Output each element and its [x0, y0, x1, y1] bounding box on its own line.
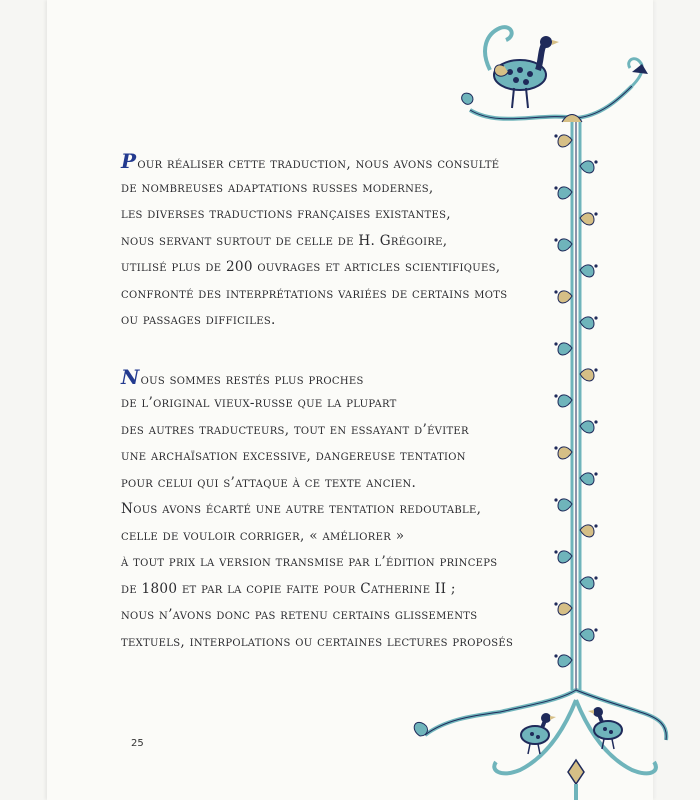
- right-small-bird-icon: [588, 707, 622, 749]
- text-line: celle de vouloir corriger, « améliorer »: [121, 527, 405, 544]
- vine-leaf: [558, 291, 572, 303]
- text-line: une archaïsation excessive, dangereuse tentation: [121, 448, 466, 464]
- vine-leaf: [580, 265, 594, 277]
- vertical-vine-ornament: [554, 118, 597, 690]
- text-line: Nous avons écarté une autre tentation redoutable,: [121, 501, 482, 517]
- vine-leaf: [580, 473, 594, 485]
- vine-leaf: [558, 603, 572, 615]
- vine-dot: [554, 134, 557, 137]
- bottom-branch-ornament: [414, 690, 666, 800]
- vine-leaf: [558, 655, 572, 667]
- vine-leaf: [558, 343, 572, 355]
- vine-dot: [554, 186, 557, 189]
- vine-leaf: [558, 447, 572, 459]
- vine-dot: [594, 576, 597, 579]
- text-line: nous n’avons donc pas retenu certains glissements: [121, 607, 478, 623]
- text-line: confronté des interprétations variées de certains mots: [121, 285, 508, 302]
- text-line: de l’original vieux-russe que la plupart: [121, 395, 397, 411]
- text-line: de nombreuses adaptations russes modernes,: [121, 179, 434, 196]
- vine-leaf: [580, 525, 594, 537]
- vine-leaf: [558, 395, 572, 407]
- text-line-rest: ous sommes restés plus proches: [140, 371, 364, 388]
- vine-leaf: [558, 551, 572, 563]
- vine-leaf: [558, 135, 572, 147]
- vine-dot: [594, 212, 597, 215]
- vine-leaf: [580, 577, 594, 589]
- vine-dot: [554, 342, 557, 345]
- text-line: ou passages difficiles.: [121, 312, 276, 328]
- vine-dot: [554, 238, 557, 241]
- vine-dot: [594, 472, 597, 475]
- vine-dot: [594, 160, 597, 163]
- text-line: nous servant surtout de celle de H. Grégoire,: [121, 232, 448, 249]
- vine-dot: [554, 550, 557, 553]
- vine-dot: [594, 264, 597, 267]
- text-line: pour celui qui s’attaque à ce texte ancien.: [121, 474, 417, 491]
- text-line: utilisé plus de 200 ouvrages et articles scientifiques,: [121, 259, 501, 275]
- vine-dot: [554, 654, 557, 657]
- text-line: des autres traducteurs, tout en essayant d’éviter: [121, 421, 469, 438]
- vine-dot: [554, 290, 557, 293]
- text-line: de 1800 et par la copie faite pour Catherine II ;: [121, 580, 456, 597]
- vine-leaf: [580, 421, 594, 433]
- text-line: textuels, interpolations ou certaines lectures proposés: [121, 633, 514, 650]
- vine-leaf: [580, 213, 594, 225]
- vine-leaf: [580, 369, 594, 381]
- vine-leaf: [580, 161, 594, 173]
- vine-dot: [594, 628, 597, 631]
- vine-dot: [554, 446, 557, 449]
- left-small-bird-icon: [521, 713, 556, 754]
- vine-dot: [554, 602, 557, 605]
- peacock-bird-icon: [494, 36, 559, 108]
- text-line-rest: our réaliser cette traduction, nous avons consulté: [137, 156, 500, 172]
- vine-leaf: [558, 187, 572, 199]
- vine-leaf: [558, 499, 572, 511]
- vine-leaf: [580, 629, 594, 641]
- drop-cap: N: [121, 364, 140, 389]
- text-line: les diverses traductions françaises existantes,: [121, 206, 451, 222]
- vine-leaf: [558, 239, 572, 251]
- vine-dot: [594, 368, 597, 371]
- vine-dot: [594, 316, 597, 319]
- vine-leaf: [580, 317, 594, 329]
- vine-dot: [554, 498, 557, 501]
- vine-dot: [594, 524, 597, 527]
- drop-cap: P: [121, 149, 137, 173]
- vine-dot: [554, 394, 557, 397]
- text-line: à tout prix la version transmise par l’édition princeps: [121, 554, 498, 570]
- vine-dot: [594, 420, 597, 423]
- page-number: 25: [131, 738, 144, 749]
